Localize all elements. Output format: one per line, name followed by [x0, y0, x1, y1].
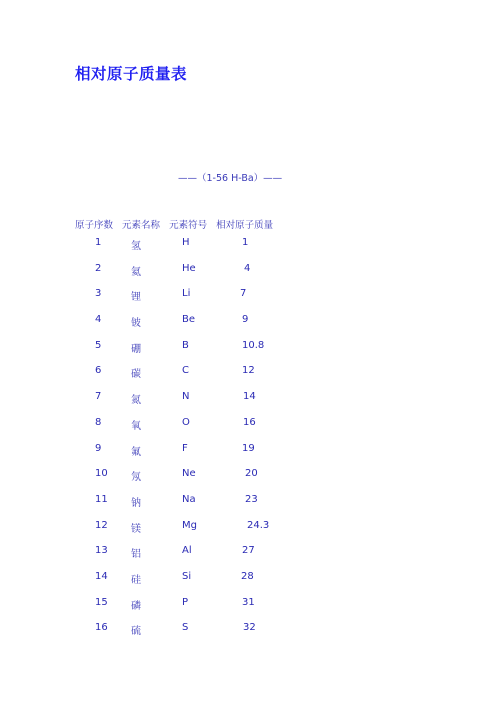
atomic-number: 7 — [95, 391, 102, 403]
atomic-number: 11 — [95, 493, 108, 505]
header-atomic-mass: 相对原子质量 — [216, 220, 274, 231]
element-symbol: Ne — [182, 468, 196, 480]
atomic-number: 6 — [95, 365, 102, 377]
atomic-mass: 27 — [242, 545, 255, 557]
element-symbol: Be — [182, 314, 196, 326]
element-name: 硅 — [131, 574, 141, 586]
table-row — [0, 340, 496, 366]
element-name: 钠 — [131, 497, 141, 509]
element-name: 氟 — [131, 446, 141, 458]
subtitle: ——（1-56 H-Ba）—— — [178, 173, 283, 184]
element-symbol: N — [182, 391, 190, 403]
element-symbol: S — [182, 622, 189, 634]
table-row — [0, 597, 496, 623]
atomic-mass: 28 — [241, 570, 254, 582]
element-symbol: Al — [182, 545, 192, 557]
atomic-number: 4 — [95, 314, 102, 326]
atomic-number: 16 — [95, 622, 108, 634]
table-row — [0, 391, 496, 417]
page-title: 相对原子质量表 — [75, 65, 188, 83]
element-table — [0, 237, 496, 648]
element-symbol: O — [182, 416, 190, 428]
atomic-mass: 14 — [243, 391, 256, 403]
table-row — [0, 417, 496, 443]
atomic-mass: 9 — [242, 314, 249, 326]
atomic-mass: 10.8 — [242, 339, 265, 351]
header-element-symbol: 元素符号 — [169, 220, 208, 231]
element-name: 铝 — [131, 549, 141, 561]
table-row — [0, 263, 496, 289]
element-symbol: F — [182, 442, 188, 454]
element-name: 氧 — [131, 420, 141, 432]
table-row — [0, 494, 496, 520]
atomic-number: 1 — [95, 237, 102, 248]
element-name: 硼 — [131, 343, 141, 355]
element-name: 硫 — [131, 626, 141, 638]
table-row — [0, 288, 496, 314]
atomic-mass: 7 — [240, 288, 247, 300]
table-row — [0, 237, 496, 263]
element-name: 碳 — [131, 369, 141, 381]
element-name: 氮 — [131, 395, 141, 407]
element-name: 磷 — [131, 600, 141, 612]
atomic-number: 9 — [95, 442, 102, 454]
element-name: 镁 — [131, 523, 141, 535]
atomic-number: 3 — [95, 288, 102, 300]
element-symbol: Mg — [182, 519, 197, 531]
atomic-number: 8 — [95, 416, 102, 428]
atomic-mass: 31 — [242, 596, 255, 608]
table-row — [0, 468, 496, 494]
element-symbol: P — [182, 596, 189, 608]
element-symbol: Si — [182, 570, 192, 582]
table-row — [0, 443, 496, 469]
table-header — [75, 217, 279, 231]
element-name: 氦 — [131, 266, 141, 278]
atomic-mass: 4 — [244, 262, 251, 274]
atomic-number: 13 — [95, 545, 108, 557]
element-name: 氢 — [131, 241, 141, 252]
element-symbol: He — [182, 262, 196, 274]
atomic-mass: 12 — [242, 365, 255, 377]
element-name: 铍 — [131, 318, 141, 330]
atomic-number: 12 — [95, 519, 108, 531]
table-row — [0, 314, 496, 340]
element-symbol: B — [182, 339, 189, 351]
atomic-number: 5 — [95, 339, 102, 351]
header-element-name: 元素名称 — [122, 220, 161, 231]
table-row — [0, 545, 496, 571]
atomic-mass: 1 — [242, 237, 249, 248]
atomic-mass: 23 — [245, 493, 258, 505]
atomic-mass: 32 — [243, 622, 256, 634]
table-row — [0, 571, 496, 597]
atomic-number: 15 — [95, 596, 108, 608]
header-atomic-number: 原子序数 — [75, 220, 114, 231]
atomic-number: 14 — [95, 570, 108, 582]
atomic-number: 2 — [95, 262, 102, 274]
atomic-mass: 16 — [243, 416, 256, 428]
element-name: 氖 — [131, 472, 141, 484]
element-name: 锂 — [131, 292, 141, 304]
table-row — [0, 365, 496, 391]
element-symbol: C — [182, 365, 189, 377]
atomic-mass: 20 — [245, 468, 258, 480]
table-row — [0, 622, 496, 648]
table-row — [0, 520, 496, 546]
atomic-mass: 19 — [242, 442, 255, 454]
element-symbol: H — [182, 237, 190, 248]
element-symbol: Na — [182, 493, 196, 505]
element-symbol: Li — [182, 288, 191, 300]
atomic-number: 10 — [95, 468, 108, 480]
atomic-mass: 24.3 — [247, 519, 270, 531]
